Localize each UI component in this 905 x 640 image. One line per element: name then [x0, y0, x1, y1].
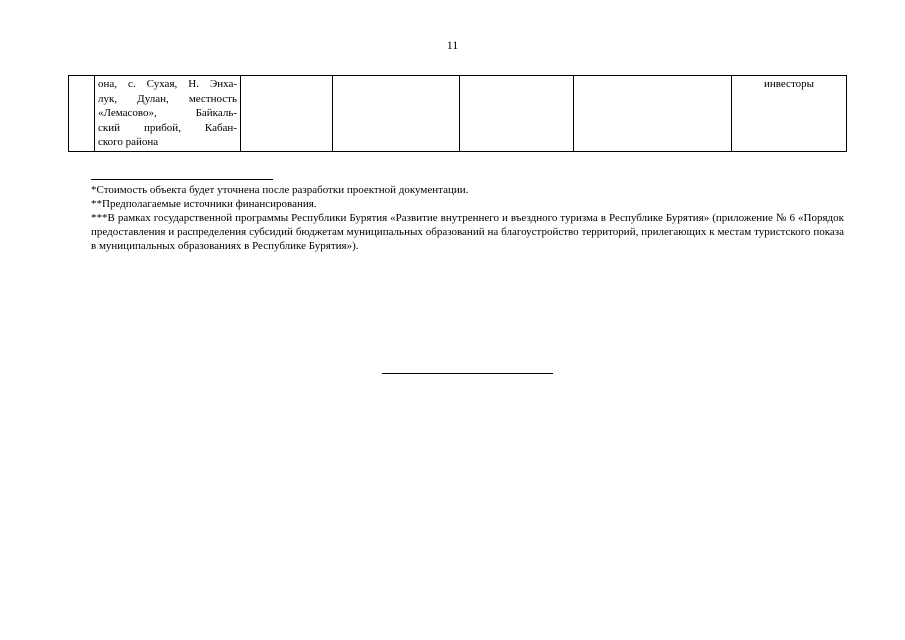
table-cell-6 [574, 76, 732, 152]
object-name-line: ский прибой, Кабан- [98, 121, 237, 134]
object-name-line: ского района [98, 136, 159, 148]
footnotes [91, 183, 844, 253]
object-name-line: лук, Дулан, местность [98, 92, 237, 105]
table-row [69, 76, 847, 152]
page-number: 11 [446, 38, 459, 52]
table-cell-object-name [95, 76, 241, 152]
continuation-table [68, 75, 847, 152]
table-cell-3 [241, 76, 333, 152]
footnote-state-program: ***В рамках государственной программы Республики Бурятия «Развитие внутреннего и въездного туризма в Республике Бурятия» (приложение № 6 «Порядок предоставления и распределения субсидий бюджетам муниципальных образований на благоустройство территорий, прилегающих к местам туристского показа в муниципальных образованиях в Республике Бурятия»). [91, 212, 844, 252]
object-name-line: «Лемасово», Байкаль- [98, 107, 237, 119]
footnote-separator [91, 179, 273, 180]
table-cell-funding-source: инвесторы [732, 76, 847, 152]
table-cell-4 [333, 76, 460, 152]
object-name-line: она, с. Сухая, Н. Энха- [98, 78, 237, 90]
footnote-funding-sources: **Предполагаемые источники финансирования. [91, 198, 317, 210]
end-of-document-line [382, 373, 553, 374]
table-cell-number [69, 76, 95, 152]
table-cell-5 [460, 76, 574, 152]
footnote-cost: *Стоимость объекта будет уточнена после разработки проектной документации. [91, 184, 469, 196]
